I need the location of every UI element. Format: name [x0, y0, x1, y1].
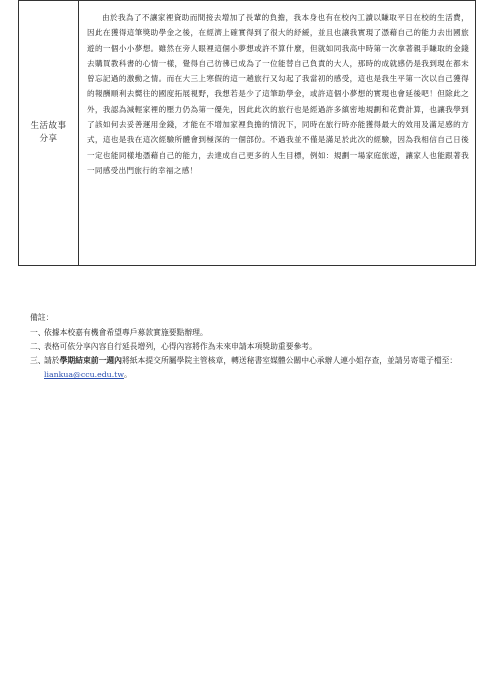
note-item-3 — [30, 354, 470, 382]
table-content-cell — [79, 1, 475, 265]
note-text: 表格可依分享內容自行延長增列，心得內容將作為未來申請本項獎助重要參考。 — [44, 342, 317, 351]
note-text — [44, 354, 470, 382]
note-item-2 — [30, 340, 470, 354]
note-number: 三、 — [30, 356, 46, 365]
note-suffix: 。 — [124, 370, 132, 379]
story-table — [18, 0, 476, 266]
note-middle: 將紙本提交所屬學院主管核章，轉送秘書室媒體公關中心承辦人連小姐存查，並請另寄電子檔至： — [121, 356, 458, 365]
notes-title: 備註： — [30, 313, 54, 322]
note-prefix: 請於 — [44, 356, 60, 365]
life-story-label: 生活故事分享 — [30, 121, 67, 144]
note-text: 依據本校嘉有機會希望專戶募款實施要點辦理。 — [44, 328, 208, 337]
notes-section — [30, 311, 470, 382]
story-text: 由於我為了不讓家裡資助而間接去增加了長輩的負擔，我本身也有在校內工讀以賺取平日在校的生活費，因此在獲得這筆獎助學金之後，在經濟上確實得到了很大的紓緩，並且也讓我實現了憑藉自己的能力去出國旅遊的一個小小夢想。雖然在旁人眼裡這個小夢想或許不算什麼，但就如同我高中時第一次拿著親手賺取的金錢去購買教科書的心情一樣，覺得自己彷彿已成為了一位能替自己負責的大人，那時的成就感仍是我到現在都未曾忘記過的激動之情。而在大三上寒假的這一趟旅行又勾起了我當初的感受，這也是我生平第一次以自己獲得的報酬順利去嚮往的國度拓展視野，我想若是少了這筆助學金，或許這個小夢想的實現也會延後吧！但除此之外，我認為減輕家裡的壓力仍為第一優先，因此此次的旅行也是經過許多縝密地規劃和花費計算，也讓我學到了該如何去妥善運用金錢，才能在不增加家裡負擔的情況下，同時在旅行時亦能獲得最大的效用及滿足感的方式，這也是我在這次經驗所體會到極深的一個部份。不過我並不僅是滿足於此次的經驗，因為我相信自己日後一定也能同樣地憑藉自己的能力，去達成自己更多的人生目標，例如：規劃一場家庭旅遊，讓家人也能跟著我一同感受出門旅行的幸福之感！ — [87, 13, 469, 175]
email-link[interactable]: liankua@ccu.edu.tw — [44, 370, 124, 379]
note-number: 二、 — [30, 342, 46, 351]
note-item-1 — [30, 326, 470, 340]
table-label-cell — [19, 1, 79, 265]
note-number: 一、 — [30, 328, 46, 337]
deadline-emphasis: 學期結束前一週內 — [59, 356, 122, 365]
